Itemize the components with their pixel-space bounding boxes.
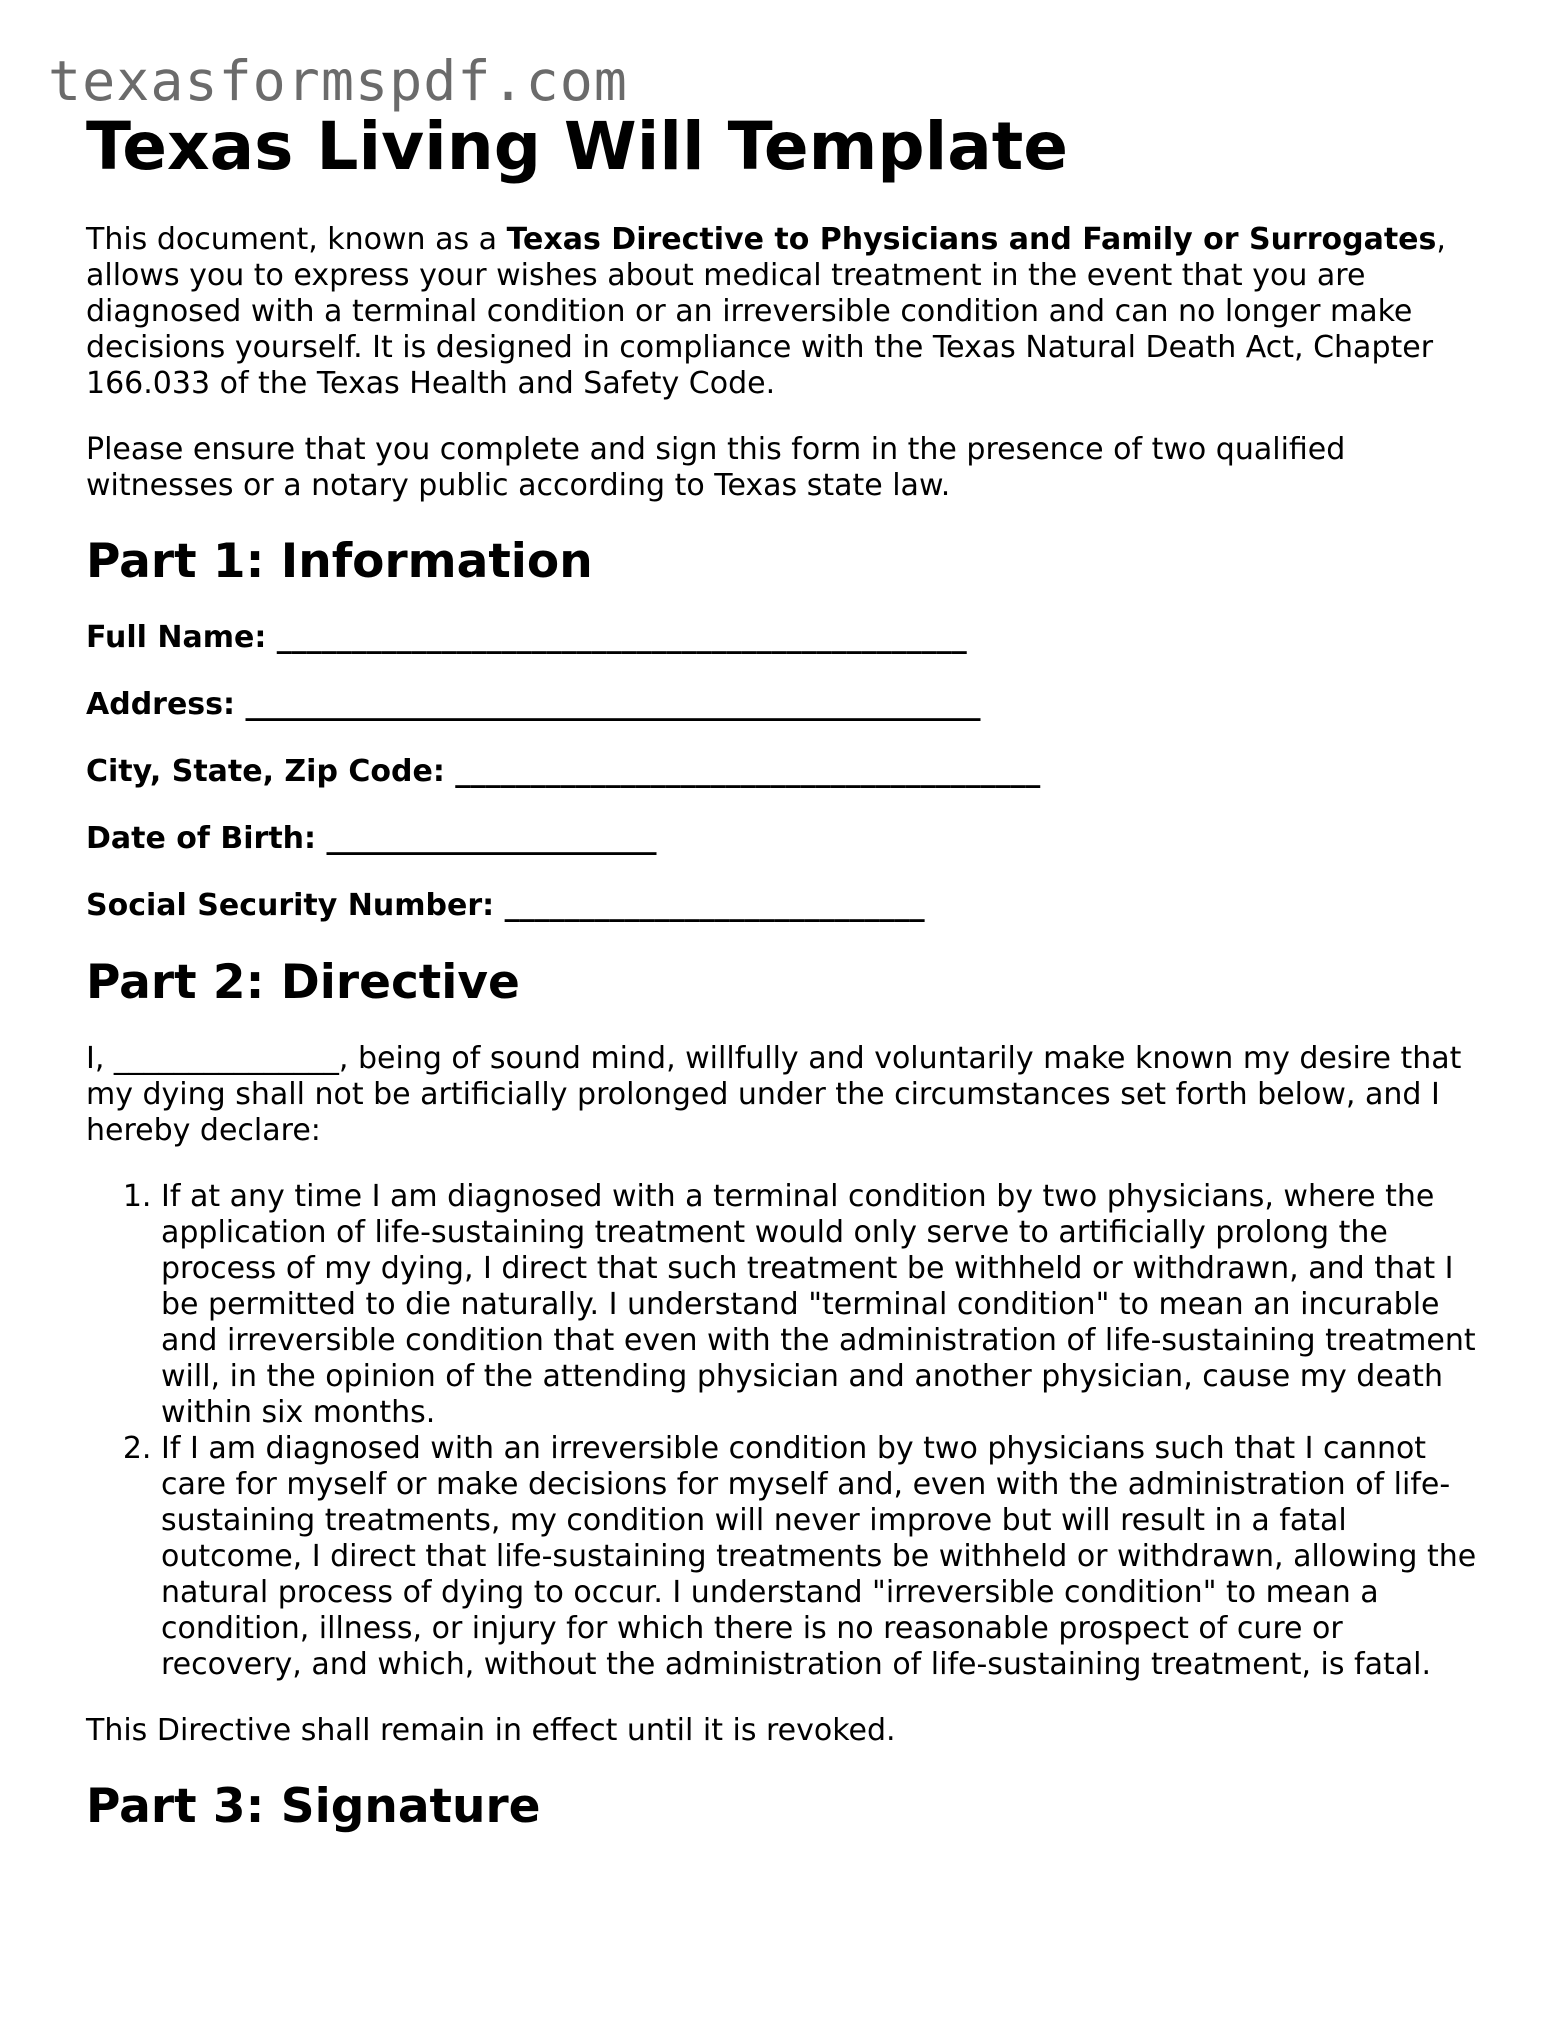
- full-name-field: [86, 620, 1486, 656]
- closing-paragraph: This Directive shall remain in effect until it is revoked.: [86, 1713, 896, 1748]
- part2-heading: Part 2: Directive: [86, 955, 520, 1010]
- ssn-label: Social Security Number:: [86, 888, 495, 923]
- notice-paragraph: Please ensure that you complete and sign this form in the presence of two qualified witnesses or a notary public according to Texas state law.: [86, 432, 1346, 503]
- full-name-blank[interactable]: ______________________________________________: [276, 620, 967, 655]
- city-state-zip-blank[interactable]: _______________________________________: [455, 754, 1041, 789]
- intro-paragraph: [86, 222, 1486, 402]
- directive-item-terminal: 1. If at any time I am diagnosed with a terminal condition by two physicians, where the application of life-sustaining treatment would only serve to artificially prolong the process of my dying, I direct that such treatment be withheld or withdrawn, and that I be permitted to die naturally. I understand "terminal condition" to mean an incurable and irreversible condition that even with the administration of life-sustaining treatment will, in the opinion of the attending physician and another physician, cause my death within six months.: [161, 1179, 1486, 1431]
- part1-heading: Part 1: Information: [86, 534, 593, 589]
- date-of-birth-blank[interactable]: ______________________: [326, 821, 657, 856]
- address-blank[interactable]: _________________________________________________: [245, 687, 981, 722]
- intro-text-after: , allows you to express your wishes about medical treatment in the event that you are diagnosed with a terminal condition or an irreversible condition and can no longer make decisions yourself. It is designed in compliance with the Texas Natural Death Act, Chapter 166.033 of the Texas Health and Safety Code.: [86, 222, 1446, 401]
- intro-text-before: This document, known as a: [86, 222, 507, 257]
- document-page: [86, 108, 1486, 1865]
- city-state-zip-label: City, State, Zip Code:: [86, 754, 445, 789]
- document-title: Texas Living Will Template: [86, 108, 1069, 185]
- address-label: Address:: [86, 687, 236, 722]
- date-of-birth-field: [86, 821, 1486, 857]
- address-field: [86, 687, 1486, 723]
- directive-list: [86, 1179, 1486, 1683]
- city-state-zip-field: [86, 754, 1486, 790]
- watermark: texasformspdf.com: [48, 49, 628, 113]
- ssn-field: [86, 888, 1486, 924]
- date-of-birth-label: Date of Birth:: [86, 821, 317, 856]
- full-name-label: Full Name:: [86, 620, 267, 655]
- ssn-blank[interactable]: ____________________________: [504, 888, 925, 923]
- intro-directive-name: Texas Directive to Physicians and Family or Surrogates: [506, 222, 1437, 257]
- directive-item-irreversible: 2. If I am diagnosed with an irreversible condition by two physicians such that I cannot care for myself or make decisions for myself and, even with the administration of life-sustaining treatments, my condition will never improve but will result in a fatal outcome, I direct that life-sustaining treatments be withheld or withdrawn, allowing the natural process of dying to occur. I understand "irreversible condition" to mean a condition, illness, or injury for which there is no reasonable prospect of cure or recovery, and which, without the administration of life-sustaining treatment, is fatal.: [161, 1431, 1486, 1683]
- declaration-paragraph: I, _______________, being of sound mind, willfully and voluntarily make known my desire that my dying shall not be artificially prolonged under the circumstances set forth below, and I hereby declare:: [86, 1041, 1462, 1148]
- part3-heading: Part 3: Signature: [86, 1779, 541, 1834]
